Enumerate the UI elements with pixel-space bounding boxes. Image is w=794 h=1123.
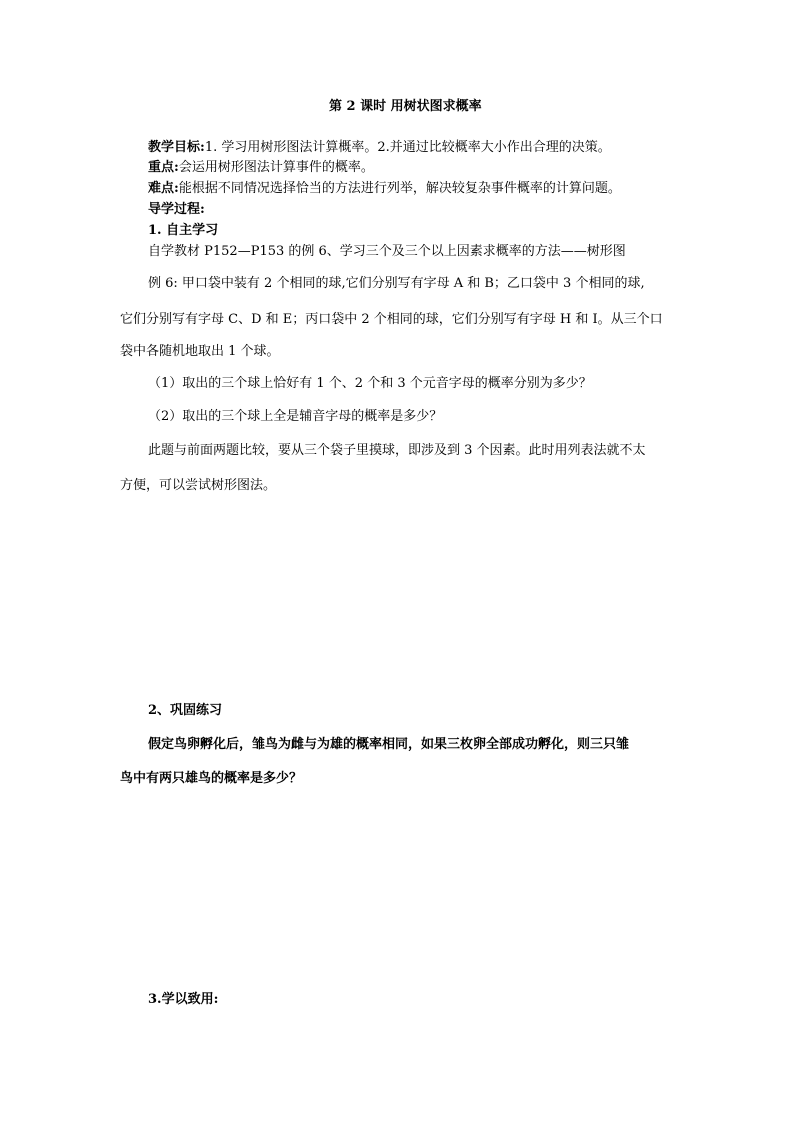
key-point xyxy=(148,160,374,176)
objectives-label: 教学目标: xyxy=(148,140,205,155)
process-label: 导学过程: xyxy=(148,202,205,217)
difficulty-label: 难点: xyxy=(148,181,179,196)
page-title: 第 2 课时 用树状图求概率 xyxy=(329,99,482,114)
section2-line: 鸟中有两只雄鸟的概率是多少？ xyxy=(120,771,303,786)
difficulty xyxy=(148,181,621,197)
question-2: （2）取出的三个球上全是辅音字母的概率是多少？ xyxy=(148,409,443,424)
section1-heading: 1. 自主学习 xyxy=(148,223,219,238)
objectives-text: 1. 学习用树形图法计算概率。2.并通过比较概率大小作出合理的决策。 xyxy=(204,140,611,155)
section2-line: 假定鸟卵孵化后，雏鸟为雌与为雄的概率相同，如果三枚卵全部成功孵化，则三只雏 xyxy=(148,737,630,752)
example-line: 例 6: 甲口袋中装有 2 个相同的球,它们分别写有字母 A 和 B；乙口袋中 3 个相同的球, xyxy=(148,276,645,291)
key-point-text: 会运用树形图法计算事件的概率。 xyxy=(178,160,374,175)
example-line: 它们分别写有字母 C、D 和 E；丙口袋中 2 个相同的球，它们分别写有字母 H 和 I。从三个口 xyxy=(120,312,663,327)
example-line: 袋中各随机地取出 1 个球。 xyxy=(120,344,280,359)
objectives xyxy=(148,140,611,156)
section3-heading: 3.学以致用: xyxy=(148,992,219,1007)
note-line: 此题与前面两题比较，要从三个袋子里摸球，即涉及到 3 个因素。此时用列表法就不太 xyxy=(148,443,646,458)
difficulty-text: 能根据不同情况选择恰当的方法进行列举，解决较复杂事件概率的计算问题。 xyxy=(178,181,621,196)
question-1: （1）取出的三个球上恰好有 1 个、2 个和 3 个元音字母的概率分别为多少？ xyxy=(148,376,592,391)
section1-intro: 自学教材 P152—P153 的例 6、学习三个及三个以上因素求概率的方法——树形图 xyxy=(148,244,626,259)
section2-heading: 2、巩固练习 xyxy=(148,703,223,718)
key-point-label: 重点: xyxy=(148,160,179,175)
note-line: 方便，可以尝试树形图法。 xyxy=(120,478,277,493)
